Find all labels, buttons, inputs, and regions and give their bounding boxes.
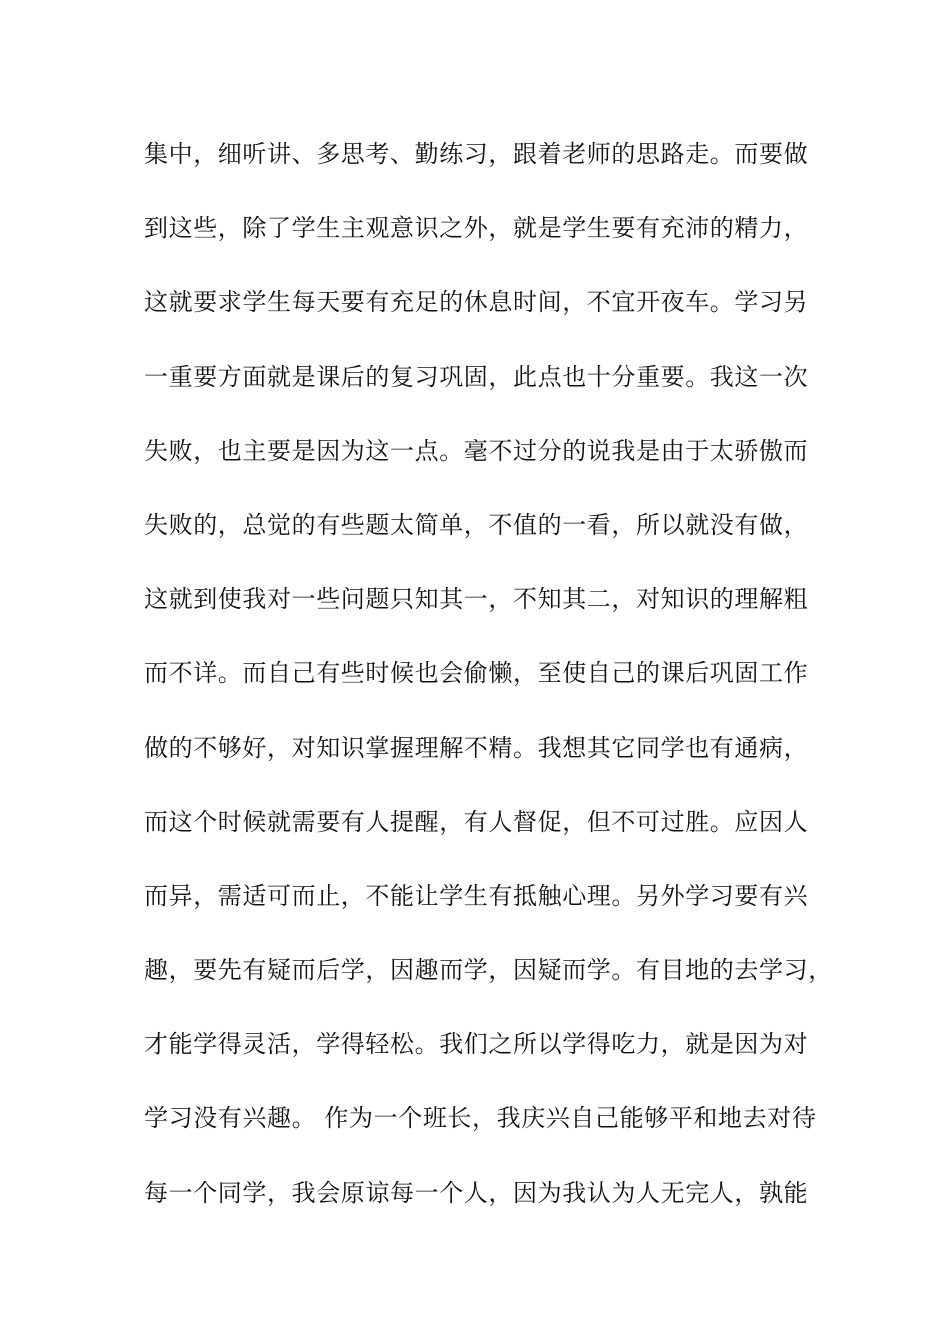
text-line-1: 集中，细听讲、多思考、勤练习，跟着老师的思路走。而要做 [144,140,809,168]
text-line-7: 这就到使我对一些问题只知其一，不知其二，对知识的理解粗 [144,585,809,614]
text-line-8: 而不详。而自己有些时候也会偷懒，至使自己的课后巩固工作 [144,659,809,688]
text-line-11: 而异，需适可而止，不能让学生有抵触心理。另外学习要有兴 [144,881,809,910]
text-line-4: 一重要方面就是课后的复习巩固，此点也十分重要。我这一次 [144,362,809,391]
text-line-5: 失败，也主要是因为这一点。毫不过分的说我是由于太骄傲而 [144,436,809,465]
text-line-14: 学习没有兴趣。 作为一个班长，我庆兴自己能够平和地去对待 [144,1104,817,1133]
text-line-9: 做的不够好，对知识掌握理解不精。我想其它同学也有通病， [144,733,809,762]
text-line-10: 而这个时候就需要有人提醒，有人督促，但不可过胜。应因人 [144,807,809,836]
text-line-6: 失败的，总觉的有些题太简单，不值的一看，所以就没有做， [144,510,809,539]
body-text [144,131,834,1244]
text-line-15: 每一个同学，我会原谅每一个人，因为我认为人无完人，孰能 [144,1178,809,1207]
text-line-3: 这就要求学生每天要有充足的休息时间，不宜开夜车。学习另 [144,288,809,317]
text-line-13: 才能学得灵活，学得轻松。我们之所以学得吃力，就是因为对 [144,1030,809,1059]
text-line-12: 趣，要先有疑而后学，因趣而学，因疑而学。有目地的去学习， [144,956,833,985]
text-line-2: 到这些，除了学生主观意识之外，就是学生要有充沛的精力， [144,214,809,243]
